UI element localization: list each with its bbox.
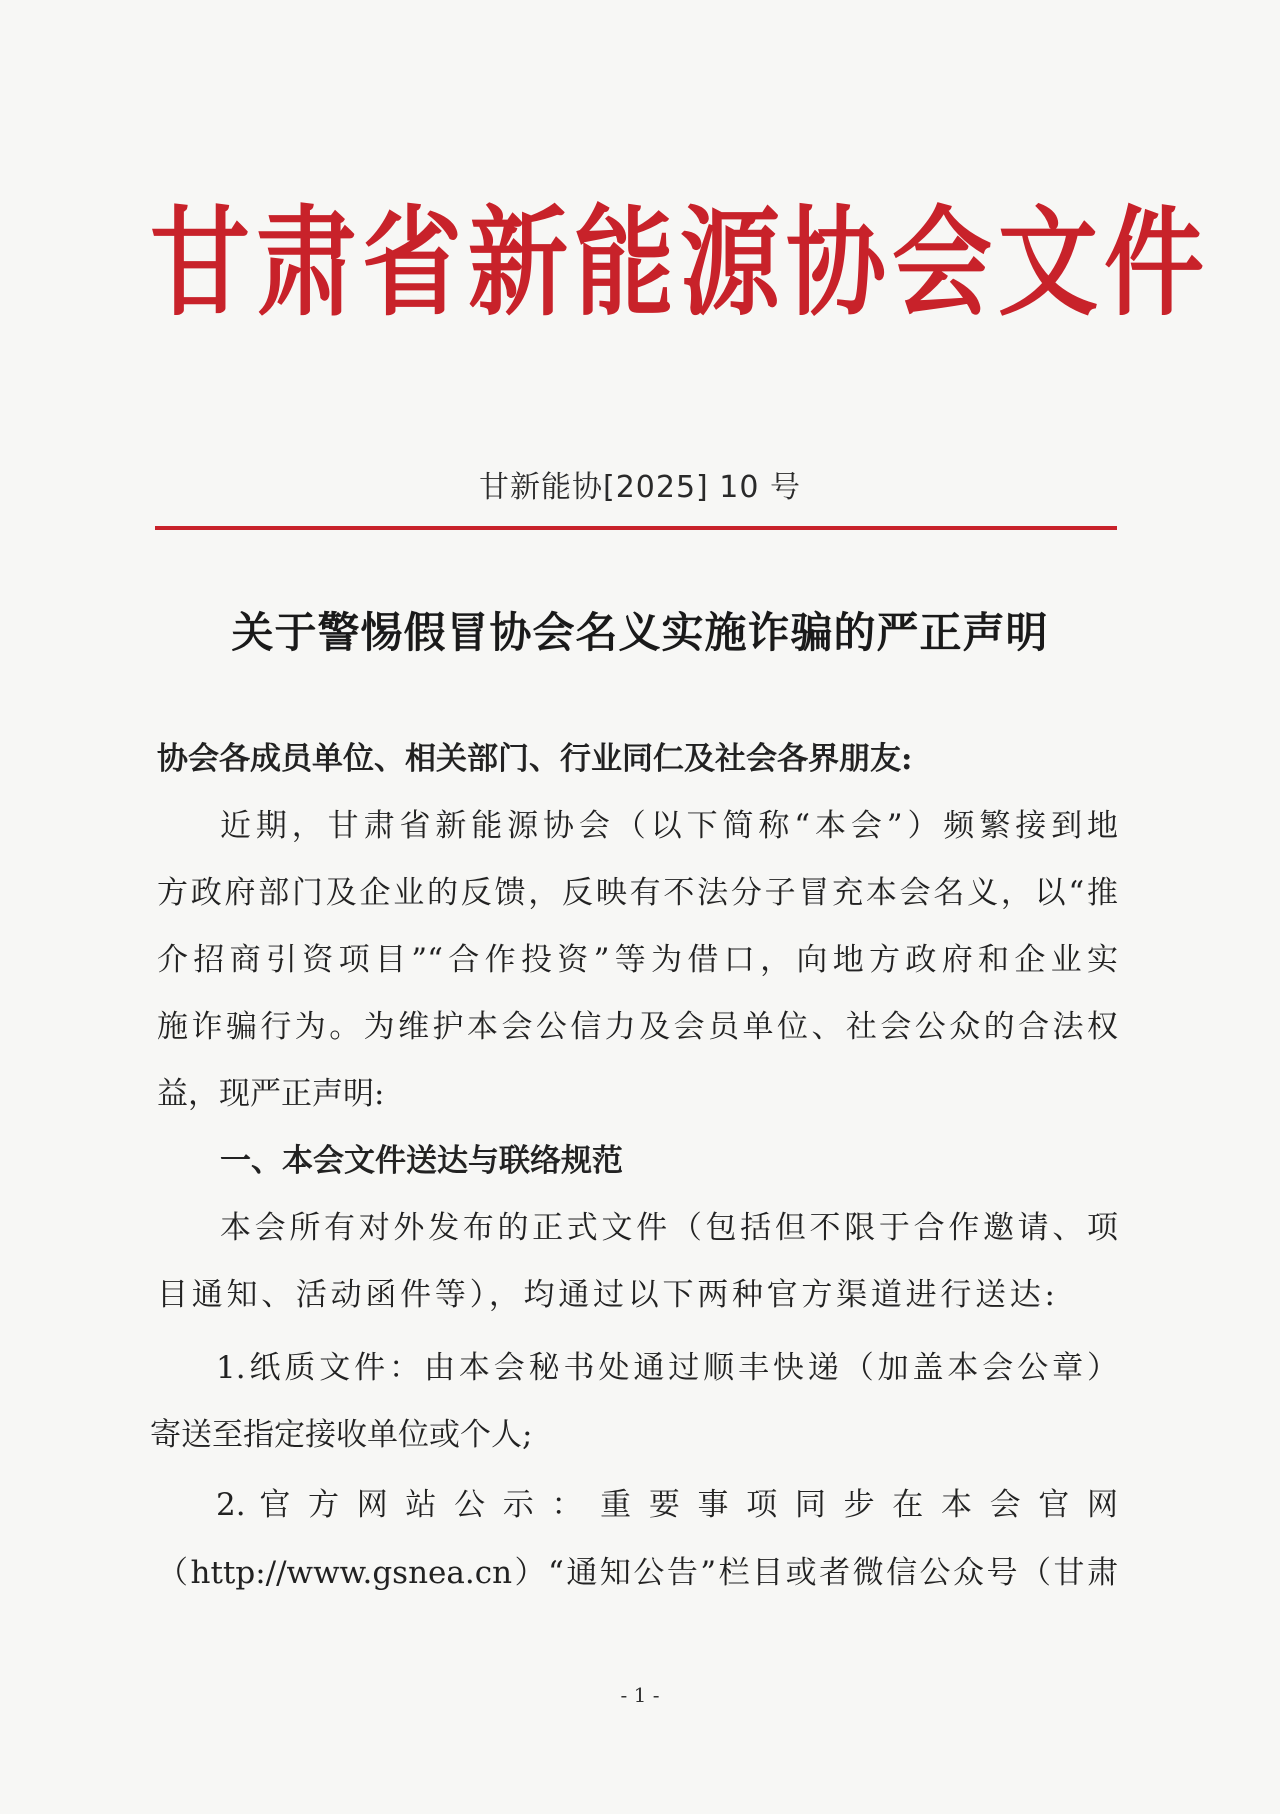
statement-title: 关于警惕假冒协会名义实施诈骗的严正声明 [231,608,1049,657]
list-item-1-line-2: 寄送至指定接收单位或个人; [150,1417,533,1453]
salutation: 协会各成员单位、相关部门、行业同仁及社会各界朋友: [157,741,913,777]
paragraph-1-line-5: 益，现严正声明: [157,1076,385,1112]
section-1-heading: 一、本会文件送达与联络规范 [220,1143,623,1179]
paragraph-2-line-1: 本会所有对外发布的正式文件（包括但不限于合作邀请、项 [220,1210,1118,1246]
paragraph-2-line-2: 目通知、活动函件等），均通过以下两种官方渠道进行送达: [157,1277,1055,1313]
paragraph-1-line-3: 介招商引资项目”“合作投资”等为借口，向地方政府和企业实 [157,942,1118,978]
document-number: 甘新能协[2025] 10 号 [478,470,801,505]
list-item-2-line-1: 2. 官 方 网 站 公 示 ： 重 要 事 项 同 步 在 本 会 官 网 [216,1487,1118,1523]
red-divider-line [155,526,1117,530]
paragraph-1-line-4: 施诈骗行为。为维护本会公信力及会员单位、社会公众的合法权 [157,1009,1118,1045]
paragraph-1-line-1: 近期，甘肃省新能源协会（以下简称“本会”）频繁接到地 [220,808,1118,844]
list-item-1-line-1: 1.纸质文件：由本会秘书处通过顺丰快递（加盖本会公章） [216,1350,1118,1386]
paragraph-1-line-2: 方政府部门及企业的反馈，反映有不法分子冒充本会名义，以“推 [157,875,1118,911]
page-number: - 1 - [620,1683,660,1707]
masthead-title: 甘肃省新能源协会文件 [150,194,1210,333]
list-item-2-line-2: （http://www.gsnea.cn）“通知公告”栏目或者微信公众号（甘肃 [157,1555,1118,1591]
